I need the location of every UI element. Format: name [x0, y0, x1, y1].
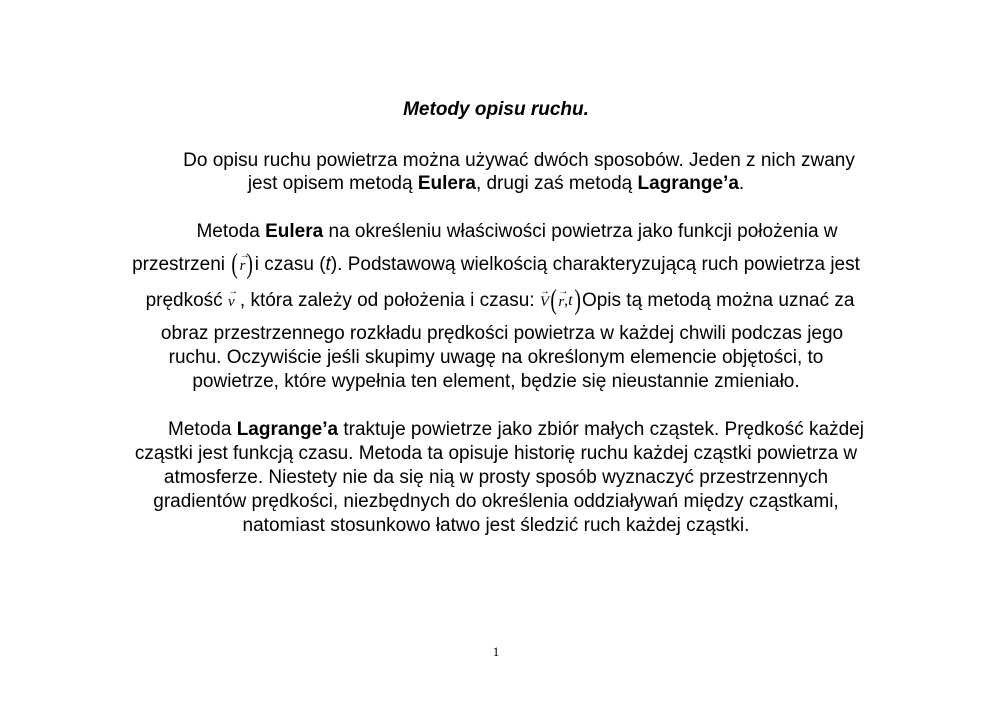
euler-line-1: [21, 221, 992, 243]
euler-text: na określeniu właściwości powietrza jako funkcji położenia w: [323, 221, 838, 242]
time-symbol: t: [568, 292, 573, 309]
euler-text: przestrzeni: [132, 254, 231, 275]
euler-line-5: ruchu. Oczywiście jeśli skupimy uwagę na określonym elemencie objętości, to: [168, 347, 824, 368]
euler-text: ). Podstawową wielkością charakteryzującą ruch powietrza jest: [330, 254, 860, 275]
euler-term: Eulera: [265, 221, 324, 242]
euler-line-4: obraz przestrzennego rozkładu prędkości powietrza w każdej chwili podczas jego: [160, 323, 844, 344]
lagrange-line-4: gradientów prędkości, niezbędnych do określenia oddziaływań między cząstkami,: [153, 491, 839, 512]
paren-open: (: [231, 248, 239, 280]
intro-line-1: Do opisu ruchu powietrza można używać dwóch sposobów. Jeden z nich zwany: [183, 150, 855, 171]
euler-term: Eulera: [417, 173, 476, 194]
intro-line-2: [0, 173, 992, 195]
euler-text: prędkość: [145, 290, 228, 312]
euler-line-2: [0, 250, 992, 280]
intro-text: , drugi zaś metodą: [475, 173, 638, 194]
paren-open: (: [550, 285, 557, 316]
euler-line-6: powietrze, które wypełnia ten element, będzie się nieustannie zmieniało.: [192, 371, 800, 392]
lagrange-line-1: [20, 419, 992, 441]
time-symbol: t: [325, 254, 331, 275]
lagrange-term: Lagrange’a: [236, 419, 339, 440]
euler-text: , która zależy od położenia i czasu:: [234, 290, 540, 312]
intro-text: jest opisem metodą: [247, 173, 418, 194]
vector-arrow-icon: →: [558, 286, 569, 298]
euler-text: Opis tą metodą można uznać za: [581, 290, 855, 312]
position-vector-r: → r: [239, 250, 250, 274]
euler-line-3: [4, 286, 992, 316]
comma-separator: ,: [564, 292, 569, 309]
velocity-vector-V: → V: [539, 286, 550, 311]
vector-arrow-icon: →: [227, 286, 238, 298]
intro-text: .: [738, 173, 745, 194]
lagrange-line-3: atmosferze. Niestety nie da się nią w prosty sposób wyznaczyć przestrzennych: [163, 467, 829, 488]
euler-text: i czasu (: [254, 254, 326, 275]
position-vector-r: → r: [558, 286, 569, 311]
vector-arrow-icon: →: [539, 286, 550, 298]
lagrange-line-5: natomiast stosunkowo łatwo jest śledzić ruch każdej cząstki.: [242, 515, 750, 536]
document-title: Metody opisu ruchu.: [403, 99, 589, 120]
vector-arrow-icon: →: [239, 250, 250, 261]
lagrange-text: traktuje powietrze jako zbiór małych cząstek. Prędkość każdej: [338, 419, 864, 440]
velocity-vector-v: → v: [227, 286, 238, 311]
lagrange-line-2: cząstki jest funkcją czasu. Metoda ta opisuje historię ruchu każdej cząstki powietrza w: [134, 443, 858, 464]
euler-text: Metoda: [196, 221, 266, 242]
page-number: 1: [492, 644, 500, 659]
lagrange-text: Metoda: [168, 419, 237, 440]
paren-close: ): [574, 285, 581, 316]
lagrange-term: Lagrange’a: [637, 173, 739, 194]
paren-close: ): [246, 248, 254, 280]
